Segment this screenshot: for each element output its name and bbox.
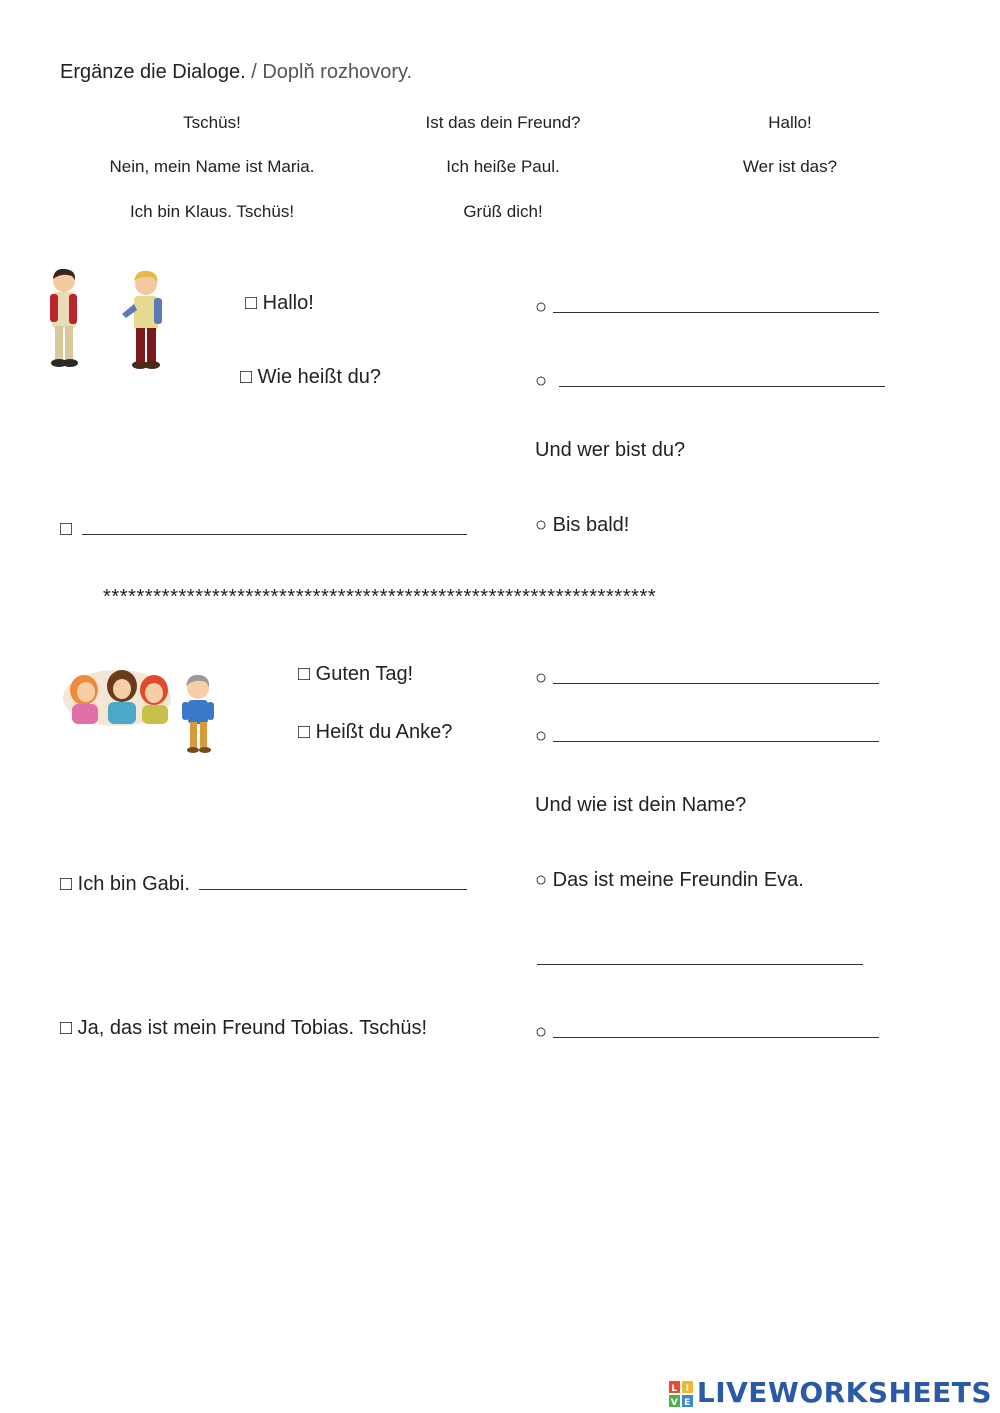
word-bank-item: Tschüs! <box>183 113 241 132</box>
answer-blank[interactable] <box>553 1017 879 1038</box>
answer-blank[interactable] <box>559 366 885 387</box>
square-marker: □ <box>60 518 73 540</box>
liveworksheets-brand <box>669 1376 992 1409</box>
word-bank-item: Ist das dein Freund? <box>425 113 581 132</box>
dialog1-answer-2 <box>535 366 885 393</box>
circle-marker: ○ <box>535 725 548 747</box>
dialog2-question-1: □ Guten Tag! <box>298 663 414 685</box>
question-text: □ Ich bin Gabi. <box>60 873 190 895</box>
dialog1-question-2: □ Wie heißt du? <box>240 366 382 388</box>
logo-letter: I <box>685 1384 690 1394</box>
dialog2-question-2: □ Heißt du Anke? <box>298 721 453 743</box>
dialog2-answer-2 <box>535 721 879 748</box>
dialog2-question-3 <box>60 869 467 896</box>
dialog2-question-4: □ Ja, das ist mein Freund Tobias. Tschüs! <box>60 1017 428 1039</box>
answer-blank[interactable] <box>553 721 879 742</box>
dialog1-continuation: Und wer bist du? <box>535 439 686 461</box>
dialog1-answer-1 <box>535 292 879 319</box>
girls-and-boy-illustration <box>62 660 222 756</box>
title-main: Ergänze die Dialoge. <box>60 61 246 83</box>
page-title <box>60 61 412 84</box>
word-bank-item: Nein, mein Name ist Maria. <box>109 157 315 176</box>
logo-letter: L <box>671 1384 678 1394</box>
dialog1-question-1: □ Hallo! <box>245 292 314 314</box>
dialog2-answer-5 <box>535 1017 879 1044</box>
dialog2-answer-4 <box>537 944 863 971</box>
title-sub: / Doplň rozhovory. <box>245 61 413 83</box>
dialog2-answer-1 <box>535 663 879 690</box>
word-bank-item: Grüß dich! <box>463 202 543 221</box>
answer-blank[interactable] <box>553 663 879 684</box>
logo-letter: E <box>684 1398 691 1407</box>
brand-name: LIVEWORKSHEETS <box>696 1376 992 1409</box>
word-bank-item: Ich heiße Paul. <box>446 157 560 176</box>
separator-stars: ****************************************************************** <box>103 586 657 608</box>
answer-blank[interactable] <box>553 292 879 313</box>
liveworksheets-logo-icon <box>669 1381 693 1407</box>
dialog2-answer-3: ○ Das ist meine Freundin Eva. <box>535 869 804 891</box>
logo-letter: V <box>670 1398 679 1407</box>
answer-blank[interactable] <box>199 869 467 890</box>
answer-blank[interactable] <box>82 514 467 535</box>
word-bank-item: Wer ist das? <box>742 157 838 176</box>
word-bank-item: Ich bin Klaus. Tschüs! <box>129 202 295 221</box>
answer-blank[interactable] <box>537 944 863 965</box>
circle-marker: ○ <box>535 370 548 392</box>
circle-marker: ○ <box>535 667 548 689</box>
dialog2-continuation: Und wie ist dein Name? <box>535 794 747 816</box>
word-bank-item: Hallo! <box>768 113 812 132</box>
circle-marker: ○ <box>535 1021 548 1043</box>
two-boys-illustration <box>44 268 169 372</box>
circle-marker: ○ <box>535 296 548 318</box>
dialog1-question-3 <box>60 514 467 541</box>
dialog1-answer-3: ○ Bis bald! <box>535 514 630 536</box>
